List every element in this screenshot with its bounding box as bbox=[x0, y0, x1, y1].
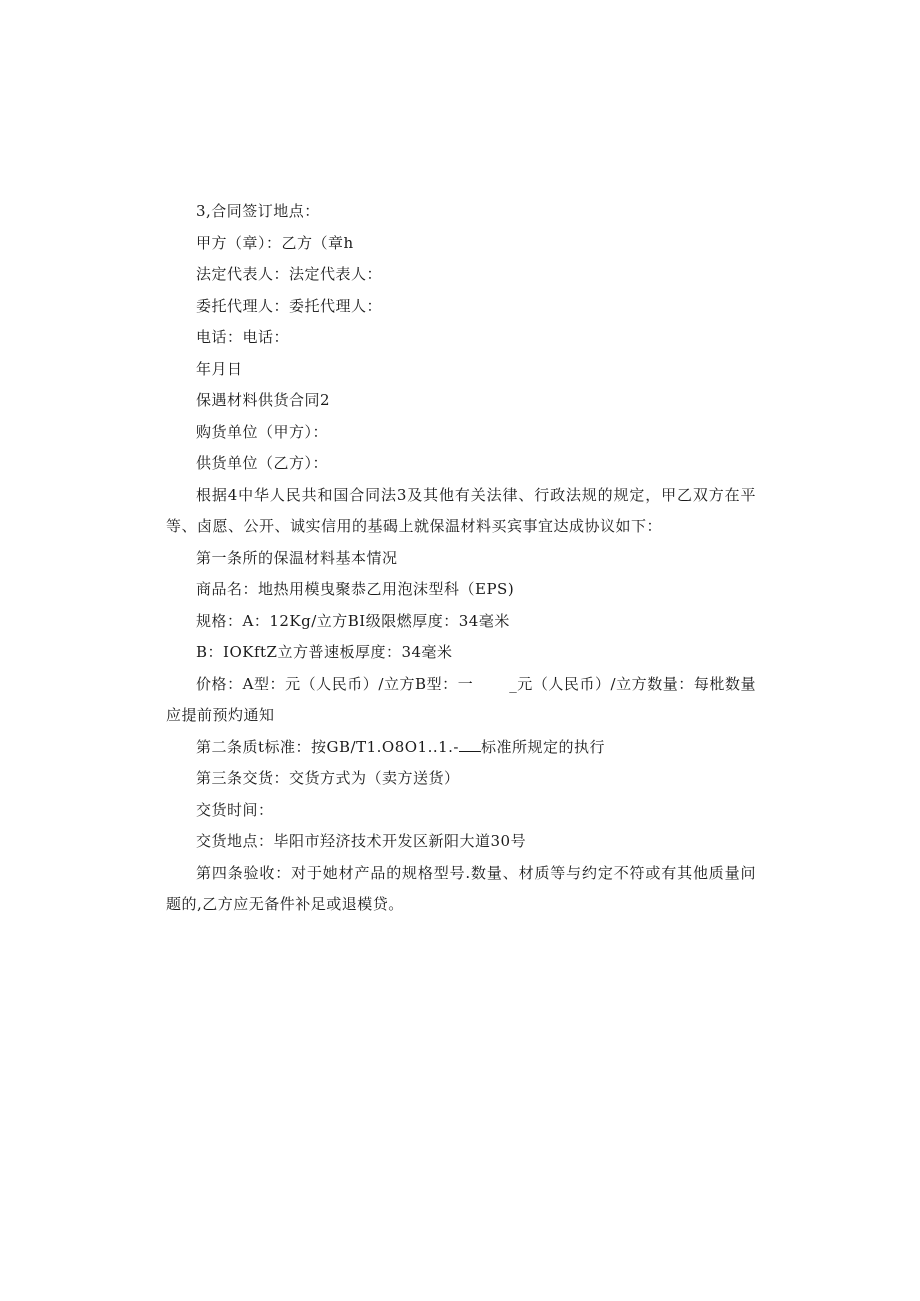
price-paragraph bbox=[166, 669, 756, 732]
contract-title: 保遇材料供货合同2 bbox=[196, 391, 331, 409]
spec-b-line: B：IOKftZ立方普速板厚度：34毫米 bbox=[196, 643, 453, 661]
buyer-line: 购货单位（甲方）： bbox=[196, 422, 329, 441]
supplier-line: 供货单位（乙方）： bbox=[196, 454, 329, 472]
quality-standard-line bbox=[166, 732, 756, 764]
preamble-paragraph: 根据4中华人民共和国合同法3及其他有关法律、行政法规的规定，甲乙双方在平等、卤愿、公开、诚实信用的基碣上就保温材料买宾事宜达成协议如下： bbox=[166, 485, 756, 535]
quality-standard-part-one: 第二条质t标准：按GB/T1.O8O1..1.- bbox=[196, 737, 460, 756]
article-one-heading: 第一条所的保温材料基本情况 bbox=[196, 548, 398, 567]
date-line: 年月日 bbox=[196, 359, 243, 378]
acceptance-paragraph: 第四条验收：对于她材产品的规格型号.数量、材质等与约定不符或有其他质量问题的,乙方应无备件补足或退模贷。 bbox=[166, 863, 756, 913]
delivery-time-line: 交货时间： bbox=[196, 800, 274, 819]
product-name-line: 商品名：地热用模曳聚恭乙用泡沫型科（EPS) bbox=[196, 580, 515, 598]
standard-blank-underline bbox=[459, 737, 481, 752]
price-part-one: 价格：A型：元（人民币）/立方B型：一 bbox=[196, 674, 474, 693]
phone-line: 电话：电话： bbox=[196, 328, 290, 346]
quality-standard-part-two: 标准所规定的执行 bbox=[481, 737, 606, 756]
spec-a-line: 规格：A：12Kg/立方BI级限燃厚度：34毫米 bbox=[196, 611, 510, 630]
delivery-place-line: 交货地点：毕阳市羟济技术开发区新阳大道30号 bbox=[196, 832, 527, 850]
document-body bbox=[166, 196, 756, 921]
signing-place-line: 3,合同签订地点： bbox=[196, 202, 320, 220]
authorized-agent-line: 委托代理人：委托代理人： bbox=[196, 296, 383, 315]
legal-representative-line: 法定代表人：法定代表人： bbox=[196, 265, 383, 283]
party-seal-line: 甲方（章）：乙方（章h bbox=[196, 233, 354, 252]
price-part-two: _元（人民币）/立方数量：每枇数量应提前预灼通知 bbox=[166, 674, 756, 724]
delivery-method-line: 第三条交货：交货方式为（卖方送货） bbox=[196, 769, 460, 787]
